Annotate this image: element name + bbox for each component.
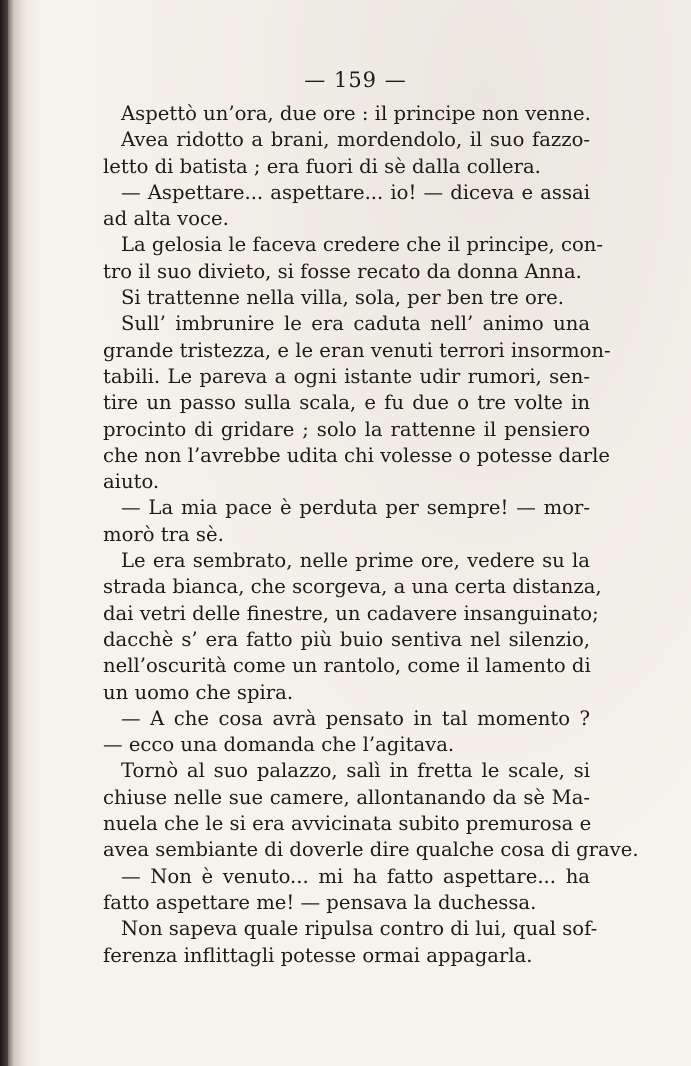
text-line: Le era sembrato, nelle prime ore, vedere su la bbox=[121, 549, 590, 573]
text-line: dacchè s’ era fatto più buio sentiva nel silenzio, bbox=[103, 627, 590, 651]
text-line: Non sapeva quale ripulsa contro di lui, qual sof- bbox=[121, 917, 598, 941]
text-line: strada bianca, che scorgeva, a una certa distanza, bbox=[103, 575, 602, 599]
text-line: — La mia pace è perduta per sempre! — mor- bbox=[121, 496, 590, 520]
text-line: Si trattenne nella villa, sola, per ben tre ore. bbox=[121, 286, 564, 310]
text-line: chiuse nelle sue camere, allontanando da sè Ma- bbox=[103, 785, 590, 809]
text-line: che non l’avrebbe udita chi volesse o potesse darle bbox=[103, 443, 610, 467]
text-line: letto di batista ; era fuori di sè dalla collera. bbox=[103, 154, 541, 178]
page-number: — 159 — bbox=[304, 68, 407, 92]
text-line: aiuto. bbox=[103, 470, 160, 494]
book-spine-shadow bbox=[0, 0, 8, 1066]
text-line: dai vetri delle finestre, un cadavere insanguinato; bbox=[103, 601, 599, 625]
text-line: Sull’ imbrunire le era caduta nell’ animo una bbox=[121, 312, 590, 336]
text-line: un uomo che spira. bbox=[103, 680, 294, 704]
text-line: — Non è venuto... mi ha fatto aspettare... ha bbox=[121, 864, 590, 888]
text-line: Tornò al suo palazzo, salì in fretta le scale, si bbox=[121, 759, 590, 783]
text-line: nuela che le si era avvicinata subito premurosa e bbox=[103, 812, 592, 836]
text-line: avea sembiante di doverle dire qualche cosa di grave. bbox=[103, 838, 639, 862]
text-line: Avea ridotto a brani, mordendolo, il suo fazzo- bbox=[121, 128, 590, 152]
text-line: tire un passo sulla scala, e fu due o tre volte in bbox=[103, 391, 590, 415]
text-line: — Aspettare... aspettare... io! — diceva e assai bbox=[121, 180, 590, 204]
text-line: grande tristezza, e le eran venuti terrori insormon- bbox=[103, 338, 611, 362]
text-line: morò tra sè. bbox=[103, 522, 224, 546]
text-line: nell’oscurità come un rantolo, come il lamento di bbox=[103, 654, 591, 678]
text-line: ad alta voce. bbox=[103, 207, 229, 231]
body-text bbox=[103, 101, 639, 969]
text-line: ferenza inflittagli potesse ormai appagarla. bbox=[103, 943, 533, 967]
text-line: — ecco una domanda che l’agitava. bbox=[103, 733, 455, 757]
text-line: La gelosia le faceva credere che il principe, con- bbox=[121, 233, 604, 257]
text-line: tro il suo divieto, si fosse recato da donna Anna. bbox=[103, 259, 582, 283]
text-line: — A che cosa avrà pensato in tal momento ? bbox=[121, 706, 590, 730]
text-line: fatto aspettare me! — pensava la duchessa. bbox=[103, 890, 537, 914]
text-line: Aspettò un’ora, due ore : il principe non venne. bbox=[121, 102, 591, 125]
text-line: procinto di gridare ; solo la rattenne il pensiero bbox=[103, 417, 590, 441]
text-line: tabili. Le pareva a ogni istante udir rumori, sen- bbox=[103, 364, 590, 388]
